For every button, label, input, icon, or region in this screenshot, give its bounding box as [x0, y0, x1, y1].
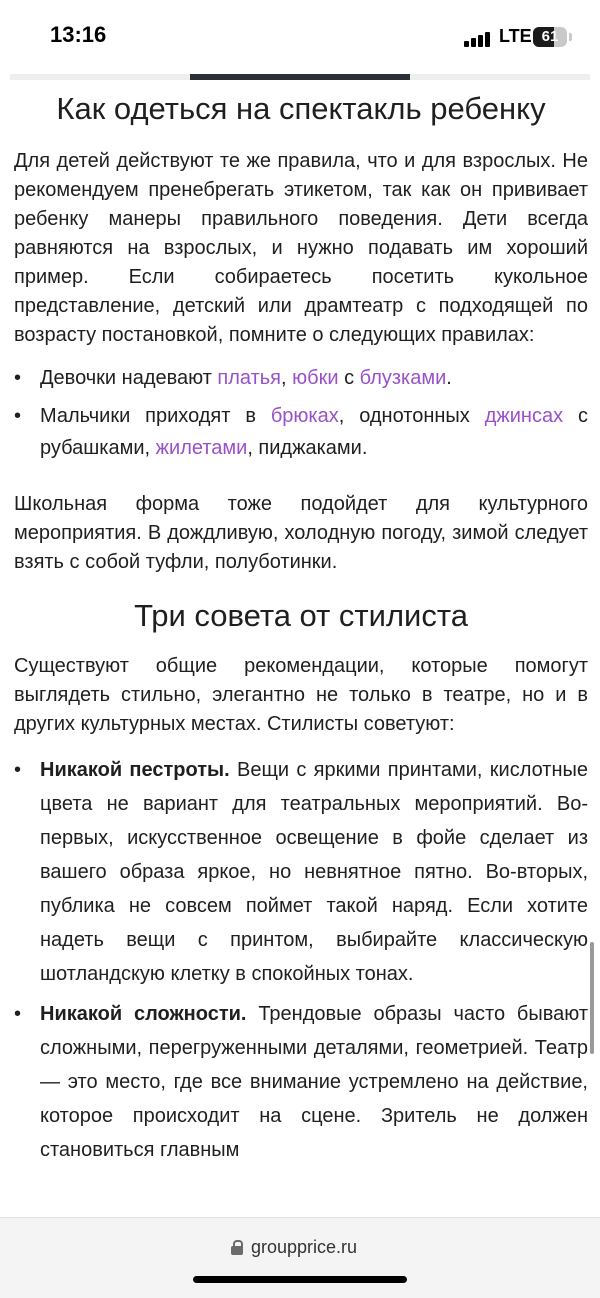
list-item-boys: • Мальчики приходят в брюках, однотонных джинсах с рубашками, жилетами, пиджаками. — [14, 400, 588, 464]
list-item-no-complexity: • Никакой сложности. Трендовые образы часто бывают сложными, перегруженными деталями, геометрией. Театр — это место, где все внимание устремлено на действие, которое происходит на сцене. Зритель не должен становиться главным — [14, 997, 588, 1167]
link-blouses[interactable]: блузками — [359, 366, 447, 389]
cellular-signal-icon — [464, 31, 494, 47]
status-bar — [0, 0, 600, 74]
battery-percent: 61 — [541, 28, 559, 45]
bullet-icon: • — [14, 1002, 22, 1025]
clock-time: 13:16 — [50, 22, 107, 47]
page-content[interactable] — [0, 74, 600, 1217]
browser-address-bar[interactable] — [0, 1217, 600, 1298]
url-text[interactable]: groupprice.ru — [251, 1237, 358, 1257]
bullet-icon: • — [14, 366, 22, 389]
battery-icon — [533, 27, 567, 47]
bullet-icon: • — [14, 758, 22, 781]
list-item-no-prints: • Никакой пестроты. Вещи с яркими принтами, кислотные цвета не вариант для театральных мероприятий. Во-первых, искусственное освещение в фойе сделает из вашего образа яркое, но невнятное пятно. Во-вторых, публика не совсем поймет такой наряд. Если хотите надеть вещи с принтом, выбирайте классическую шотландскую клетку в спокойных тонах. — [14, 753, 588, 991]
link-skirts[interactable]: юбки — [292, 366, 339, 389]
network-type: LTE — [499, 26, 532, 46]
link-dresses[interactable]: платья — [217, 366, 282, 389]
home-indicator[interactable] — [193, 1276, 407, 1283]
link-vests[interactable]: жилетами — [155, 436, 248, 459]
link-jeans[interactable]: джинсах — [484, 404, 564, 427]
bullet-list-children — [14, 362, 588, 464]
article-image-bottom-edge — [10, 74, 590, 80]
article-body — [14, 84, 588, 1173]
bullet-icon: • — [14, 404, 22, 427]
paragraph-school-uniform: Школьная форма тоже подойдет для культурного мероприятия. В дождливую, холодную погоду, зимой следует взять с собой туфли, полуботинки. — [14, 492, 588, 573]
section-heading-child-outfit: Как одеться на спектакль ребенку — [56, 91, 546, 126]
scrollbar-thumb[interactable] — [590, 942, 594, 1054]
lock-icon — [231, 1240, 243, 1254]
bullet-list-stylist-tips — [14, 753, 588, 1167]
link-trousers[interactable]: брюках — [270, 404, 339, 427]
paragraph-stylist-intro: Существуют общие рекомендации, которые помогут выглядеть стильно, элегантно не только в театре, но и в других культурных местах. Стилисты советуют: — [14, 654, 588, 735]
section-heading-stylist-tips: Три совета от стилиста — [134, 597, 468, 633]
paragraph-child-rules: Для детей действуют те же правила, что и для взрослых. Не рекомендуем пренебрегать этикетом, так как он прививает ребенку манеры правильного поведения. Дети всегда равняются на взрослых, и нужно подавать им хороший пример. Если собираетесь посетить кукольное представление, детский или драмтеатр с подходящей по возрасту постановкой, помните о следующих правилах: — [14, 149, 588, 346]
list-item-girls: • Девочки надевают платья, юбки с блузками. — [14, 362, 588, 394]
battery-tip — [569, 33, 572, 41]
